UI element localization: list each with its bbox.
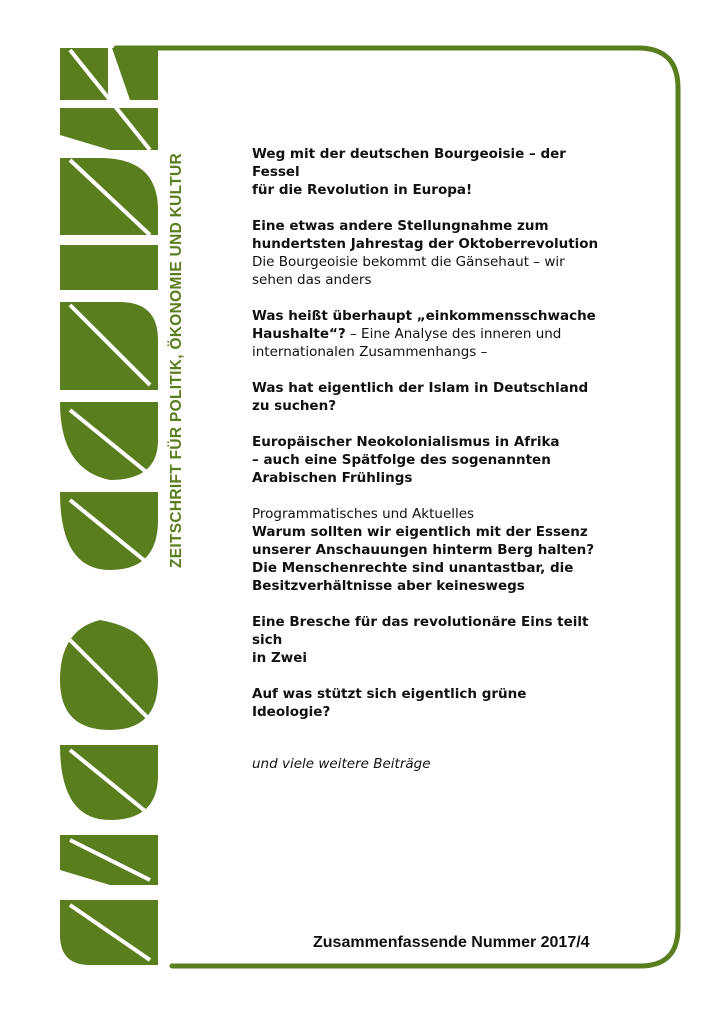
article-title-line: Besitzverhältnisse aber keineswegs (252, 578, 525, 594)
article-subtitle-line: sehen das anders (252, 272, 372, 288)
article-8 (252, 685, 602, 721)
article-title-line: Weg mit der deutschen Bourgeoisie – der Fessel (252, 146, 566, 180)
article-1 (252, 145, 602, 199)
issue-number: Zusammenfassende Nummer 2017/4 (313, 934, 590, 951)
article-title-line: Eine etwas andere Stellungnahme zum (252, 218, 549, 234)
article-title-line: Was hat eigentlich der Islam in Deutschland (252, 380, 589, 396)
article-7 (252, 613, 602, 667)
article-5 (252, 433, 602, 487)
article-title-line: unserer Anschauungen hinterm Berg halten? (252, 542, 595, 558)
article-title-line: zu suchen? (252, 398, 337, 414)
article-title-line: – auch eine Spätfolge des sogenannten (252, 452, 551, 468)
article-title-line: Auf was stützt sich eigentlich grüne Ideologie? (252, 686, 527, 720)
article-title-fragment: Haushalte“? (252, 326, 346, 342)
article-6 (252, 505, 602, 595)
article-title-line: für die Revolution in Europa! (252, 182, 473, 198)
article-title-line: Warum sollten wir eigentlich mit der Essenz (252, 524, 588, 540)
logo (60, 40, 160, 975)
article-title-line: Was heißt überhaupt „einkommensschwache (252, 308, 596, 324)
article-subtitle-fragment: – Eine Analyse des inneren und (345, 326, 562, 342)
article-list (252, 145, 602, 773)
article-title-line: Eine Bresche für das revolutionäre Eins teilt sich (252, 614, 589, 648)
article-2 (252, 217, 602, 289)
article-title-line: in Zwei (252, 650, 307, 666)
article-3 (252, 307, 602, 361)
article-title-line: Die Menschenrechte sind unantastbar, die (252, 560, 574, 576)
article-title-line: Europäischer Neokolonialismus in Afrika (252, 434, 560, 450)
tagline: ZEITSCHRIFT FÜR POLITIK, ÖKONOMIE UND KULTUR (168, 152, 185, 568)
article-subtitle-line: internationalen Zusammenhangs – (252, 344, 488, 360)
more-articles-note: und viele weitere Beiträge (252, 756, 431, 772)
article-subtitle-line: Die Bourgeoisie bekommt die Gänsehaut – wir (252, 254, 565, 270)
section-label: Programmatisches und Aktuelles (252, 506, 475, 522)
article-4 (252, 379, 602, 415)
article-title-line: Arabischen Frühlings (252, 470, 413, 486)
article-mixed-line (252, 325, 602, 343)
article-title-line: hundertsten Jahrestag der Oktoberrevolution (252, 236, 599, 252)
